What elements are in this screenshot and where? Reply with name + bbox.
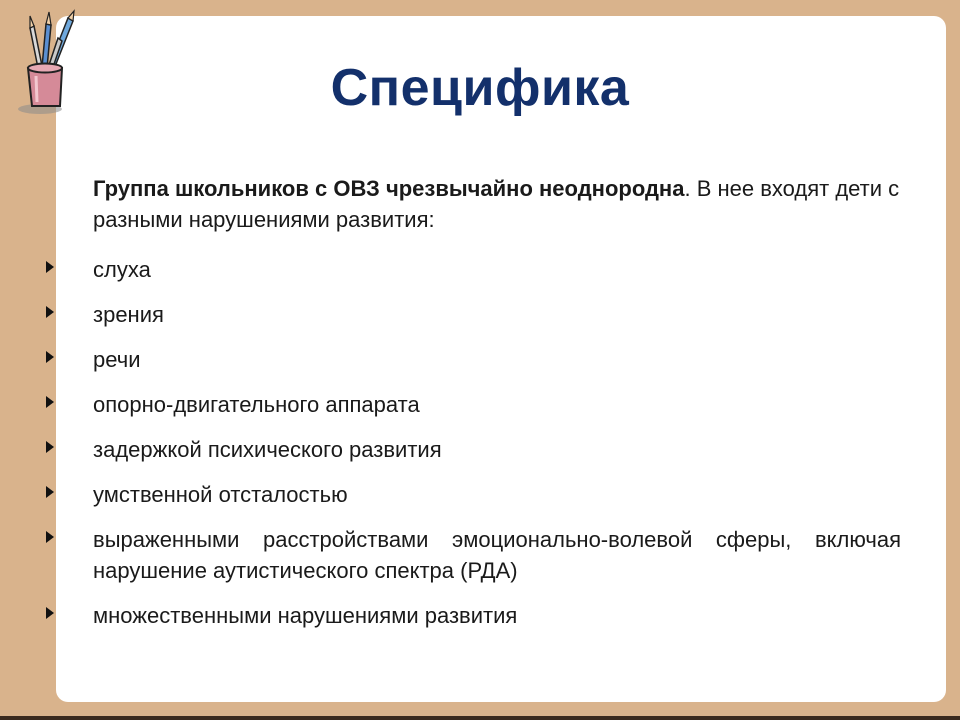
list-item-text: задержкой психического развития — [93, 437, 442, 462]
bottom-divider — [0, 716, 960, 720]
bullet-triangle-icon — [46, 261, 54, 273]
bullet-triangle-icon — [46, 607, 54, 619]
bullet-triangle-icon — [46, 441, 54, 453]
bullet-triangle-icon — [46, 351, 54, 363]
page-title: Специфика — [330, 59, 630, 117]
list-item-text: слуха — [93, 257, 151, 282]
list-item-text: множественными нарушениями развития — [93, 603, 518, 628]
intro-bold-text: Группа школьников с ОВЗ чрезвычайно неоднородна — [93, 176, 685, 201]
bullet-triangle-icon — [46, 396, 54, 408]
list-item-text: зрения — [93, 302, 164, 327]
intro-paragraph — [93, 173, 903, 235]
bullet-triangle-icon — [46, 486, 54, 498]
bullet-triangle-icon — [46, 531, 54, 543]
list-item-text: умственной отсталостью — [93, 482, 348, 507]
list-item-text: опорно-двигательного аппарата — [93, 392, 420, 417]
list-item-text: речи — [93, 347, 141, 372]
list-item-text: выраженными расстройствами эмоционально-волевой сферы, включая нарушение аутистического спектра (РДА) — [93, 527, 901, 583]
intro-rest-text: . В нее входят дети с разными нарушениями развития: — [93, 176, 900, 232]
bullet-triangle-icon — [46, 306, 54, 318]
